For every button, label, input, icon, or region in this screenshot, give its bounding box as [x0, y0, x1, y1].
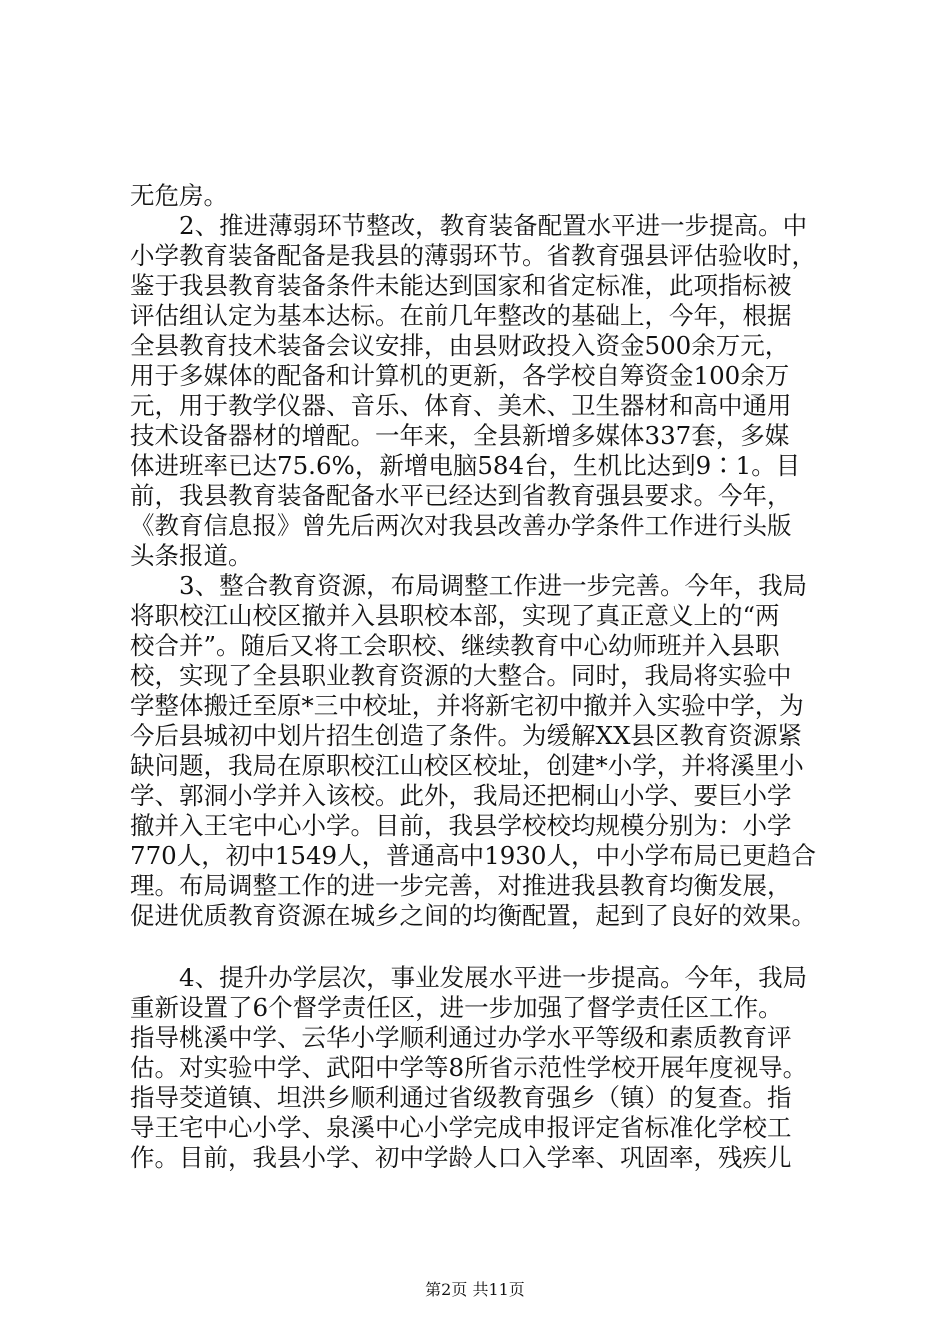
body-text-line: 无危房。: [130, 181, 228, 210]
body-text-line: 重新设置了6个督学责任区，进一步加强了督学责任区工作。: [130, 993, 783, 1022]
body-text-line: 用于多媒体的配备和计算机的更新，各学校自筹资金100余万: [130, 361, 790, 390]
body-text-line: 理。布局调整工作的进一步完善，对推进我县教育均衡发展，: [130, 871, 792, 900]
body-text-line: 指导桃溪中学、云华小学顺利通过办学水平等级和素质教育评: [130, 1023, 792, 1052]
body-text-line: 估。对实验中学、武阳中学等8所省示范性学校开展年度视导。: [130, 1053, 808, 1082]
body-text-line: 2、推进薄弱环节整改，教育装备配置水平进一步提高。中: [130, 211, 808, 240]
body-text-line: 小学教育装备配备是我县的薄弱环节。省教育强县评估验收时，: [130, 241, 816, 270]
body-text-line: 学、郭洞小学并入该校。此外，我局还把桐山小学、要巨小学: [130, 781, 792, 810]
page-number-footer: 第2页 共11页: [425, 1280, 525, 1299]
body-text-line: 头条报道。: [130, 541, 253, 570]
body-text-line: 全县教育技术装备会议安排，由县财政投入资金500余万元，: [130, 331, 790, 360]
body-text-line: 元，用于教学仪器、音乐、体育、美术、卫生器材和高中通用: [130, 391, 792, 420]
body-text-line: 4、提升办学层次，事业发展水平进一步提高。今年，我局: [130, 963, 808, 992]
body-text-line: 评估组认定为基本达标。在前几年整改的基础上，今年，根据: [130, 301, 792, 330]
body-text-line: 今后县城初中划片招生创造了条件。为缓解XX县区教育资源紧: [130, 721, 802, 750]
body-text-line: 撤并入王宅中心小学。目前，我县学校校均规模分别为：小学: [130, 811, 792, 840]
body-text-line: 导王宅中心小学、泉溪中心小学完成申报评定省标准化学校工: [130, 1113, 792, 1142]
body-text-line: 校合并”。随后又将工会职校、继续教育中心幼师班并入县职: [130, 631, 780, 660]
body-text-line: 体进班率已达75.6%，新增电脑584台，生机比达到9∶1。目: [130, 451, 801, 480]
body-text-line: 技术设备器材的增配。一年来，全县新增多媒体337套，多媒: [130, 421, 790, 450]
body-text-line: 3、整合教育资源，布局调整工作进一步完善。今年，我局: [130, 571, 808, 600]
body-text-line: 学整体搬迁至原*三中校址，并将新宅初中撤并入实验中学，为: [130, 691, 804, 720]
body-text-line: 缺问题，我局在原职校江山校区校址，创建*小学，并将溪里小: [130, 751, 804, 780]
body-text-line: 前，我县教育装备配备水平已经达到省教育强县要求。今年，: [130, 481, 792, 510]
body-text-line: 作。目前，我县小学、初中学龄人口入学率、巩固率，残疾儿: [130, 1143, 792, 1172]
body-text-line: 鉴于我县教育装备条件未能达到国家和省定标准，此项指标被: [130, 271, 792, 300]
body-text-line: 770人，初中1549人，普通高中1930人，中小学布局已更趋合: [130, 841, 816, 870]
body-text-line: 将职校江山校区撤并入县职校本部，实现了真正意义上的“两: [130, 601, 780, 630]
body-text-line: 促进优质教育资源在城乡之间的均衡配置，起到了良好的效果。: [130, 901, 816, 930]
body-text-line: 《教育信息报》曾先后两次对我县改善办学条件工作进行头版: [130, 511, 792, 540]
body-text-line: 校，实现了全县职业教育资源的大整合。同时，我局将实验中: [130, 661, 792, 690]
body-text-line: 指导茭道镇、坦洪乡顺利通过省级教育强乡（镇）的复查。指: [130, 1083, 792, 1112]
